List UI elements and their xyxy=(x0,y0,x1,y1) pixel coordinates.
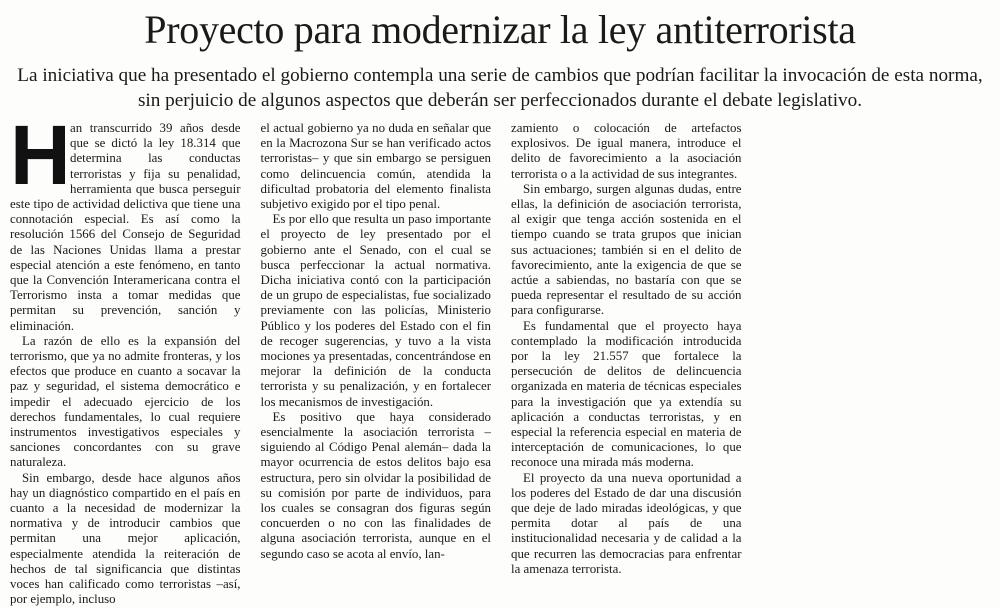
headline: Proyecto para modernizar la ley antiterrorista xyxy=(144,7,856,52)
article-paragraph: el actual gobierno ya no duda en señalar que en la Macrozona Sur se han verificado actos terroristas– y que sin embargo se persiguen como delincuencia común, atendida la dificultad probatoria del elemento finalista subjetivo exigido por el tipo penal. xyxy=(260,121,491,212)
article-column-1 xyxy=(10,108,241,607)
article-column-3 xyxy=(511,121,742,576)
article-paragraph: Es positivo que haya considerado esencialmente la asociación terrorista –siguiendo al Código Penal alemán– dada la mayor ocurrencia de estos delitos bajo esa estructura, pero sin olvidar la posibilidad de su comisión por parte de individuos, para los cuales se consagran dos figuras según concuerden o no con las finalidades de alguna asociación terrorista, aunque en el segundo caso se acota al envío, lan- xyxy=(260,409,491,561)
article-paragraph: Sin embargo, surgen algunas dudas, entre ellas, la definición de asociación terrorista, al exigir que tenga acción sostenida en el tiempo cuando se trata grupos que inician sus actuaciones; también si en el delito de favorecimiento, ante la exigencia de que se actúe a sabiendas, no bastaría con que se pueda representar el resultado de su acción para configurarse. xyxy=(511,181,742,318)
article-paragraph: Es fundamental que el proyecto haya contemplado la modificación introducida por la ley 21.557 que fortalece la persecución de delitos de delincuencia organizada en materia de técnicas especiales para la investigación que ya extendía su aplicación a conductas terroristas, y en especial la referencia especial en materia de interceptación de comunicaciones, lo que reconoce una mirada más moderna. xyxy=(511,318,742,470)
drop-cap: H xyxy=(10,108,71,202)
article-paragraph: Sin embargo, desde hace algunos años hay un diagnóstico compartido en el país en cuanto a la necesidad de modernizar la normativa y de introducir cambios que permitan una mejor aplicación, especialmente atendida la reiteración de hechos de tal significancia que distintas voces han calificado como terroristas –así, por ejemplo, incluso xyxy=(10,470,241,607)
article-paragraph: El proyecto da una nueva oportunidad a los poderes del Estado de dar una discusión que deje de lado miradas ideológicas, y que permita dotar al país de una institucionalidad necesaria y de calidad a la que recurren las democracias para enfrentar la amenaza terrorista. xyxy=(511,470,742,576)
article-column-2 xyxy=(260,121,492,561)
article-body xyxy=(10,108,992,607)
subheadline: La iniciativa que ha presentado el gobierno contempla una serie de cambios que podrían facilitar la invocación de esta norma, sin perjuicio de algunos aspectos que deberán ser perfeccionados durante el debate legislativo. xyxy=(17,65,983,111)
article-paragraph: La razón de ello es la expansión del terrorismo, que ya no admite fronteras, y los efectos que produce en cuanto a socavar la paz y seguridad, el sistema democrático e impedir el adecuado ejercicio de los derechos fundamentales, lo cual requiere instrumentos investigativos especiales y sanciones concordantes con su grave naturaleza. xyxy=(10,333,241,470)
article-paragraph: an transcurrido 39 años desde que se dictó la ley 18.314 que determina las conductas terroristas y fija su penalidad, herramienta que busca perseguir este tipo de actividad delictiva que tiene una connotación especial. Es así como la resolución 1566 del Consejo de Seguridad de las Naciones Unidas llama a prestar especial atención a este fenómeno, en tanto que la Convención Interamericana contra el Terrorismo insta a tomar medidas que permitan su prevención, sanción y eliminación. xyxy=(10,121,241,333)
article-paragraph: zamiento o colocación de artefactos explosivos. De igual manera, introduce el delito de favorecimiento a la asociación terrorista o a la actividad de sus integrantes. xyxy=(511,121,742,181)
article-paragraph: Es por ello que resulta un paso importante el proyecto de ley presentado por el gobierno ante el Senado, con el cual se busca perfeccionar la actual normativa. Dicha iniciativa contó con la participación de un grupo de especialistas, fue socializado previamente con las policías, Ministerio Público y los poderes del Estado con el fin de recoger sugerencias, y tuvo a la vista mociones ya presentadas, concentrándose en mejorar la definición de la conducta terrorista y su penalización, y en fortalecer los mecanismos de investigación. xyxy=(260,212,491,409)
